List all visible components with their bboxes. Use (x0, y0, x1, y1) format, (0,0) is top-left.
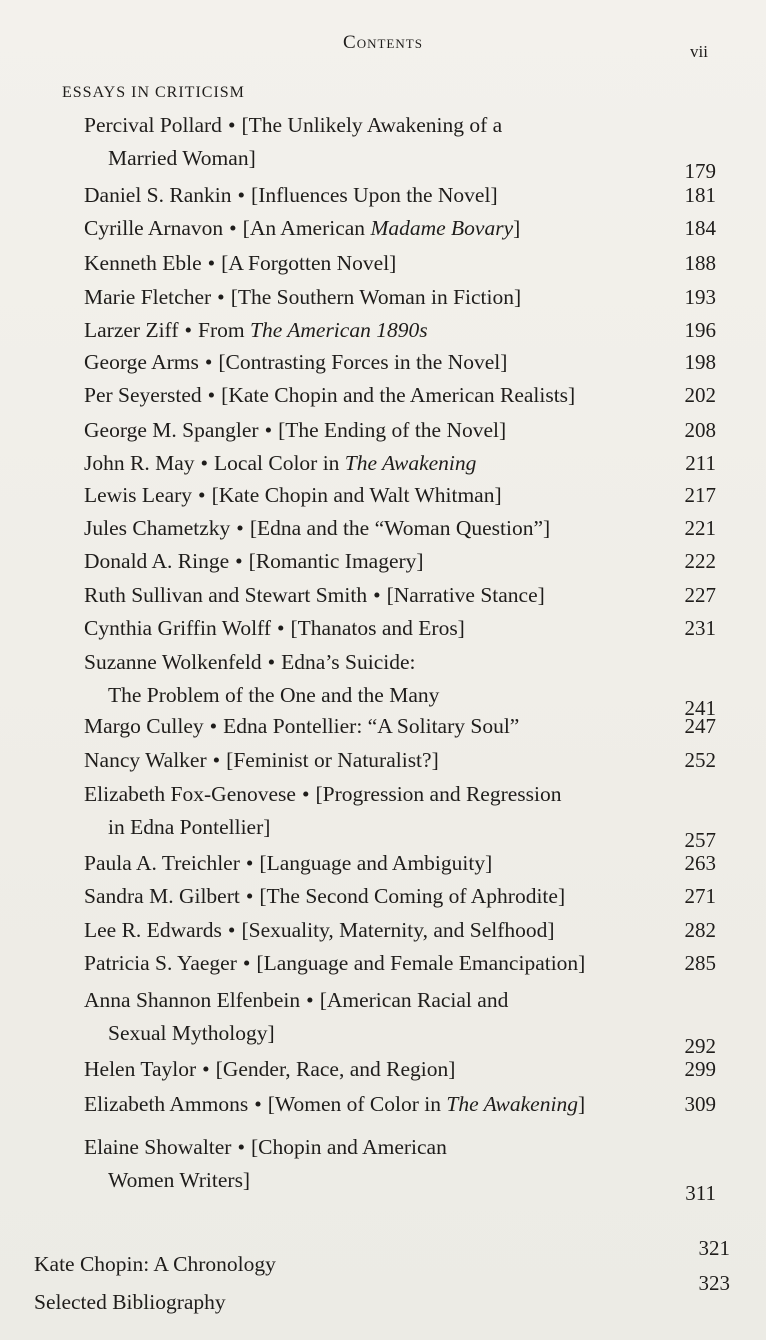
toc-entry-line (84, 886, 565, 908)
entry-author: Lewis Leary (84, 483, 193, 507)
entry-title: [Feminist or Naturalist?] (226, 748, 439, 772)
toc-entry-line (84, 1137, 447, 1159)
entry-page-number: 196 (684, 318, 716, 342)
entry-page-number: 271 (684, 884, 716, 908)
entry-author: Cynthia Griffin Wolff (84, 616, 271, 640)
toc-entry-line (84, 652, 415, 674)
entry-page-number: 211 (685, 451, 716, 475)
toc-entry-line (84, 750, 439, 772)
back-matter-page-number: 321 (698, 1236, 730, 1260)
entry-title: [Influences Upon the Novel] (251, 183, 498, 207)
entry-title: [The Second Coming of Aphrodite] (259, 884, 566, 908)
entry-title-end: ] (513, 216, 521, 240)
entry-title: [Romantic Imagery] (248, 549, 424, 573)
back-matter-page-number: 323 (698, 1271, 730, 1295)
entry-title-continued: Married Woman] (108, 146, 256, 170)
entry-author: Kenneth Eble (84, 251, 202, 275)
toc-entry-line (84, 385, 575, 407)
toc-entry-line (84, 352, 507, 374)
entry-page-number: 299 (684, 1057, 716, 1081)
entry-title-continued: Sexual Mythology] (108, 1021, 275, 1045)
entry-page-number: 231 (684, 616, 716, 640)
entry-author: Sandra M. Gilbert (84, 884, 240, 908)
bullet-separator: • (237, 183, 246, 207)
entry-page-number: 188 (684, 251, 716, 275)
entry-page-number: 181 (684, 183, 716, 207)
running-head: Contents (343, 32, 423, 53)
entry-author: Ruth Sullivan and Stewart Smith (84, 583, 368, 607)
toc-entry-line (84, 920, 555, 942)
entry-author: Donald A. Ringe (84, 549, 230, 573)
entry-page-number: 257 (684, 828, 716, 852)
entry-title: [Kate Chopin and the American Realists] (221, 383, 576, 407)
bullet-separator: • (235, 549, 243, 573)
entry-title: [Sexuality, Maternity, and Selfhood] (241, 918, 555, 942)
entry-page-number: 208 (684, 418, 716, 442)
entry-title: [Edna and the “Woman Question”] (249, 516, 551, 540)
toc-entry-line (84, 551, 424, 573)
entry-author: Jules Chametzky (84, 516, 231, 540)
entry-title: [Women of Color in (267, 1092, 447, 1116)
entry-page-number: 263 (684, 851, 716, 875)
bullet-separator: • (236, 516, 244, 540)
toc-entry-line (84, 485, 502, 507)
entry-author: Daniel S. Rankin (84, 183, 232, 207)
entry-author: Patricia S. Yaeger (84, 951, 237, 975)
entry-title: [Language and Ambiguity] (259, 851, 493, 875)
toc-entry-line (84, 853, 492, 875)
entry-page-number: 292 (684, 1034, 716, 1058)
entry-page-number: 222 (684, 549, 716, 573)
bullet-separator: • (227, 918, 236, 942)
entry-page-number: 247 (684, 714, 716, 738)
entry-author: Anna Shannon Elfenbein (84, 988, 301, 1012)
toc-entry-line (84, 218, 520, 240)
bullet-separator: • (245, 884, 254, 908)
toc-entry-line (84, 585, 545, 607)
entry-author: George Arms (84, 350, 199, 374)
entry-title-continued: in Edna Pontellier] (108, 815, 271, 839)
bullet-separator: • (184, 318, 193, 342)
bullet-separator: • (245, 851, 254, 875)
entry-title: [The Unlikely Awakening of a (241, 113, 503, 137)
entry-title: Edna Pontellier: “A Solitary Soul” (223, 714, 520, 738)
entry-title-continued: The Problem of the One and the Many (108, 683, 440, 707)
entry-title: [An American (242, 216, 371, 240)
entry-title: [The Southern Woman in Fiction] (230, 285, 522, 309)
entry-author: Paula A. Treichler (84, 851, 240, 875)
entry-title-italic: The American 1890s (250, 318, 428, 342)
entry-title: [Thanatos and Eros] (290, 616, 465, 640)
entry-author: Elizabeth Ammons (84, 1092, 249, 1116)
section-heading: ESSAYS IN CRITICISM (62, 84, 245, 101)
entry-page-number: 285 (684, 951, 716, 975)
entry-title-italic: Madame Bovary (370, 216, 514, 240)
entry-author: Elaine Showalter (84, 1135, 232, 1159)
bullet-separator: • (264, 418, 273, 442)
entry-title: [A Forgotten Novel] (221, 251, 397, 275)
bullet-separator: • (207, 383, 216, 407)
bullet-separator: • (301, 782, 310, 806)
entry-title: [Narrative Stance] (386, 583, 545, 607)
toc-entry-line (84, 185, 498, 207)
entry-title-italic: The Awakening (446, 1092, 578, 1116)
entry-page-number: 221 (684, 516, 716, 540)
bullet-separator: • (276, 616, 285, 640)
entry-page-number: 309 (684, 1092, 716, 1116)
entry-title: [Kate Chopin and Walt Whitman] (211, 483, 502, 507)
entry-title-continued: Women Writers] (108, 1168, 251, 1192)
entry-title: [Chopin and American (251, 1135, 447, 1159)
entry-author: Cyrille Arnavon (84, 216, 224, 240)
bullet-separator: • (200, 451, 209, 475)
bullet-separator: • (217, 285, 225, 309)
toc-entry-line (84, 518, 550, 540)
toc-entry-line (84, 115, 502, 137)
back-matter-label: Selected Bibliography (34, 1290, 226, 1314)
entry-author: Nancy Walker (84, 748, 207, 772)
entry-author: John R. May (84, 451, 195, 475)
entry-page-number: 198 (684, 350, 716, 374)
entry-author: Marie Fletcher (84, 285, 212, 309)
page-folio: vii (690, 42, 708, 61)
toc-entry-line (84, 453, 476, 475)
toc-entry-line (84, 716, 519, 738)
entry-title: Local Color in (214, 451, 345, 475)
entry-author: Margo Culley (84, 714, 204, 738)
toc-entry-line (84, 1059, 455, 1081)
bullet-separator: • (229, 216, 237, 240)
toc-entry-line (84, 990, 508, 1012)
bullet-separator: • (306, 988, 314, 1012)
entry-author: Lee R. Edwards (84, 918, 222, 942)
toc-entry-line (84, 253, 396, 275)
bullet-separator: • (207, 251, 216, 275)
toc-entry-line (84, 618, 465, 640)
toc-entry-line (84, 420, 506, 442)
bullet-separator: • (209, 714, 218, 738)
entry-title-end: ] (577, 1092, 586, 1116)
entry-page-number: 241 (684, 696, 716, 720)
entry-page-number: 227 (684, 583, 716, 607)
entry-page-number: 202 (684, 383, 716, 407)
entry-title: [The Ending of the Novel] (278, 418, 507, 442)
bullet-separator: • (242, 951, 251, 975)
entry-page-number: 217 (684, 483, 716, 507)
entry-title: [American Racial and (319, 988, 509, 1012)
entry-title: From (198, 318, 250, 342)
entry-author: George M. Spangler (84, 418, 259, 442)
entry-author: Larzer Ziff (84, 318, 179, 342)
bullet-separator: • (237, 1135, 245, 1159)
toc-entry-line (84, 1094, 585, 1116)
bullet-separator: • (227, 113, 236, 137)
entry-page-number: 282 (684, 918, 716, 942)
entry-author: Suzanne Wolkenfeld (84, 650, 262, 674)
bullet-separator: • (202, 1057, 210, 1081)
entry-author: Percival Pollard (84, 113, 222, 137)
entry-page-number: 179 (684, 159, 716, 183)
entry-title-italic: The Awakening (344, 451, 477, 475)
bullet-separator: • (267, 650, 276, 674)
entry-page-number: 311 (685, 1181, 716, 1205)
entry-author: Elizabeth Fox-Genovese (84, 782, 296, 806)
entry-title: Edna’s Suicide: (281, 650, 416, 674)
entry-title: [Gender, Race, and Region] (215, 1057, 456, 1081)
bullet-separator: • (204, 350, 213, 374)
entry-author: Per Seyersted (84, 383, 202, 407)
toc-entry-line (84, 953, 585, 975)
toc-entry-line (84, 784, 562, 806)
bullet-separator: • (373, 583, 381, 607)
entry-author: Helen Taylor (84, 1057, 197, 1081)
entry-title: [Language and Female Emancipation] (256, 951, 586, 975)
back-matter-label: Kate Chopin: A Chronology (34, 1252, 276, 1276)
entry-page-number: 193 (684, 285, 716, 309)
bullet-separator: • (254, 1092, 262, 1116)
entry-page-number: 252 (684, 748, 716, 772)
bullet-separator: • (212, 748, 221, 772)
toc-entry-line (84, 287, 521, 309)
entry-title: [Contrasting Forces in the Novel] (218, 350, 508, 374)
toc-entry-line (84, 320, 428, 342)
bullet-separator: • (198, 483, 206, 507)
entry-page-number: 184 (684, 216, 716, 240)
entry-title: [Progression and Regression (315, 782, 562, 806)
